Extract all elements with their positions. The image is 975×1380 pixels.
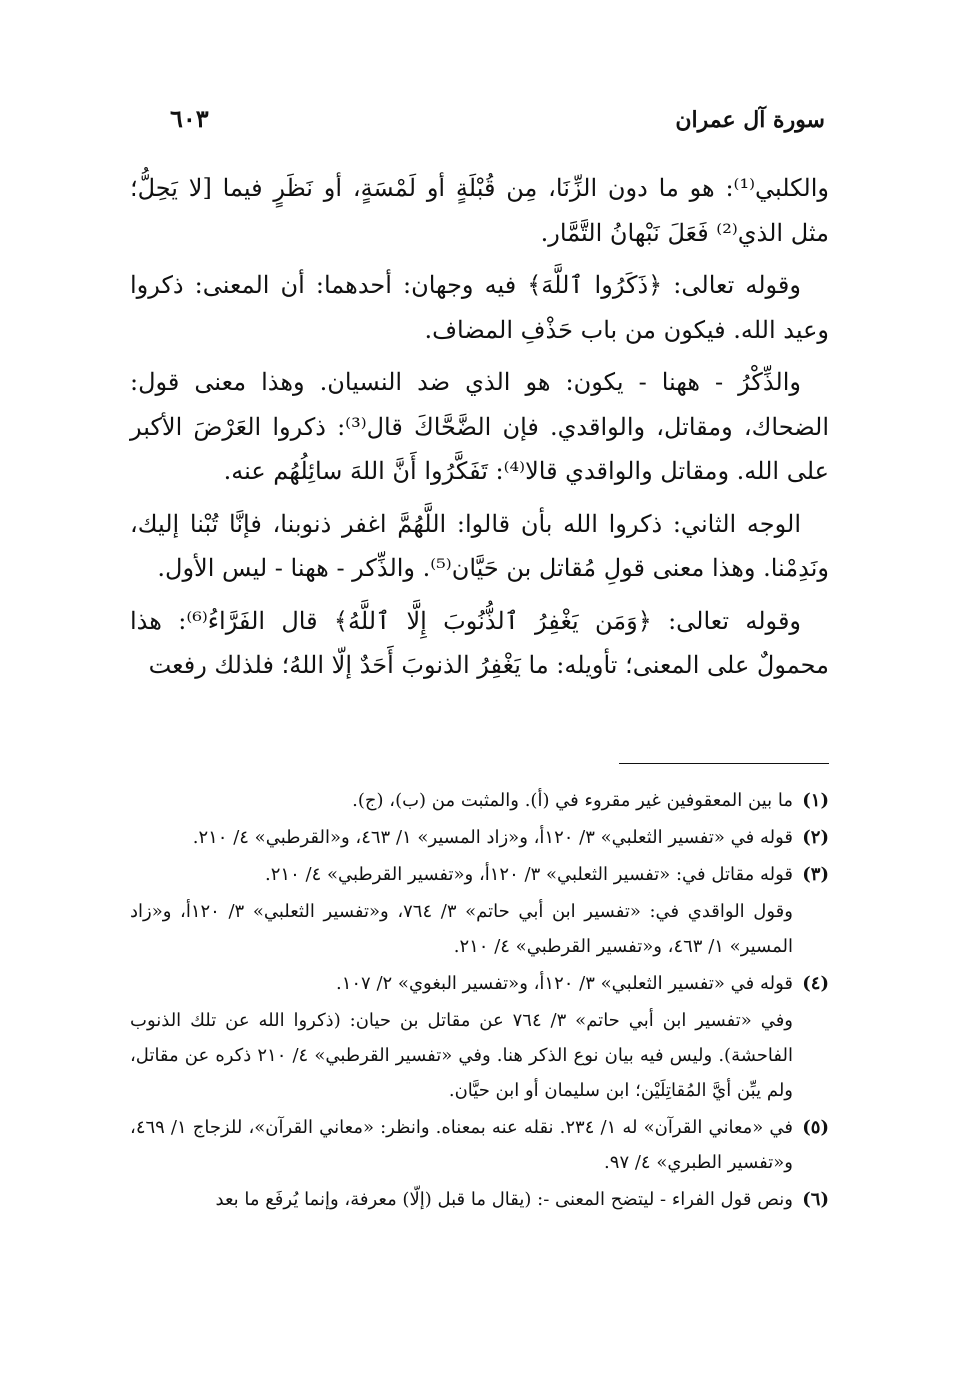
footnote-number: (٢) <box>802 827 829 848</box>
footnote-3 <box>130 857 829 892</box>
footnote-4-continuation: وفي «تفسير ابن أبي حاتم» ٣/ ٧٦٤ عن مقاتل بن حيان: (ذكروا الله عن تلك الذنوب الفاحشة). وليس فيه بيان نوع الذكر هنا. وفي «تفسير القرطبي» ٤/ ٢١٠ ذكره عن مقاتل، ولم يبِّن أيَّ المُقاتِلَيْن؛ ابن سليمان أو ابن حيَّان. <box>130 1010 793 1101</box>
running-title: سورة آل عمران <box>675 107 825 133</box>
paragraph-5: وقوله تعالى: ﴿وَمَن يَغْفِرُ ٱلذُّنُوبَ إِلَّا ٱللَّهُ﴾ قال الفَرَّاءُ⁽⁶⁾: هذا محمولٌ على المعنى؛ تأويله: ما يَغْفِرُ الذنوبَ أَحَدٌ إلّا اللهُ؛ فلذلك رفعت <box>130 606 829 679</box>
footnote-text: قوله مقاتل في: «تفسير الثعلبي» ٣/ ١٢٠أ، و«تفسير القرطبي» ٤/ ٢١٠. <box>265 864 793 885</box>
footnote-number: (١) <box>802 790 829 811</box>
footnote-2 <box>130 820 829 855</box>
main-text <box>130 166 829 696</box>
footnote-number: (٤) <box>802 973 829 994</box>
page-number: ٦٠٣ <box>170 104 209 133</box>
footnote-1 <box>130 783 829 818</box>
footnote-text: ونص قول الفراء - ليتضح المعنى -: (يقال ما قبل (إلّا) معرفة، وإنما يُرفَع ما بعد <box>215 1189 793 1210</box>
footnote-6 <box>130 1182 829 1217</box>
footnote-3-continuation: وقول الواقدي في: «تفسير ابن أبي حاتم» ٣/ ٧٦٤، و«تفسير الثعلبي» ٣/ ١٢٠أ، و«زاد المسير» ١/ ٤٦٣، و«تفسير القرطبي» ٤/ ٢١٠. <box>130 901 793 957</box>
footnote-number: (٦) <box>802 1189 829 1210</box>
footnote-separator <box>619 763 829 764</box>
paragraph-3: والذِّكْرُ - ههنا - يكون: هو الذي ضد النسيان. وهذا معنى قول: الضحاك، ومقاتل، والواقدي. فإن الضَّحَّاكَ قال⁽³⁾: ذكروا العَرْضَ الأكبر على الله. ومقاتل والواقدي قالا⁽⁴⁾: تَفَكَّرُوا أَنَّ اللهَ سائِلُهُم عنه. <box>130 368 830 485</box>
footnote-text: في «معاني القرآن» له ١/ ٢٣٤. نقله عنه بمعناه. وانظر: «معاني القرآن»، للزجاج ١/ ٤٦٩، و«تفسير الطبري» ٤/ ٩٧. <box>130 1117 793 1173</box>
paragraph-4: الوجه الثاني: ذكروا الله بأن قالوا: اللَّهُمَّ اغفر ذنوبنا، فإنَّا تُبْنا إليك، ونَدِمْنا. وهذا معنى قولِ مُقاتل بن حَيَّان⁽⁵⁾. والذِّكر - ههنا - ليس الأول. <box>130 509 829 582</box>
page-header <box>170 104 825 144</box>
footnote-5 <box>130 1110 829 1180</box>
footnote-4 <box>130 966 829 1001</box>
footnote-text: قوله في «تفسير الثعلبي» ٣/ ١٢٠أ، و«زاد المسير» ١/ ٤٦٣، و«القرطبي» ٤/ ٢١٠. <box>192 827 793 848</box>
footnote-text: قوله في «تفسير الثعلبي» ٣/ ١٢٠أ، و«تفسير البغوي» ٢/ ١٠٧. <box>335 973 793 994</box>
paragraph-1: والكلبي⁽¹⁾: هو ما دون الزِّنَا، مِن قُبْلَةٍ أو لَمْسَةٍ، أو نَظَرٍ فيما [لا يَحِلُّ؛ مثل الذي⁽²⁾ فَعَلَ نَبْهانُ التَّمَّار. <box>130 174 829 247</box>
footnote-number: (٣) <box>802 864 829 885</box>
paragraph-2: وقوله تعالى: ﴿ذَكَرُوا ٱللَّهَ﴾ فيه وجهان: أحدهما: أن المعنى: ذكروا وعيد الله. فيكون من باب حَذْفِ المضاف. <box>130 271 829 344</box>
footnote-text: ما بين المعقوفين غير مقروء في (أ). والمثبت من (ب)، (ج). <box>352 790 793 811</box>
footnote-number: (٥) <box>802 1117 829 1138</box>
footnotes <box>130 783 829 1219</box>
